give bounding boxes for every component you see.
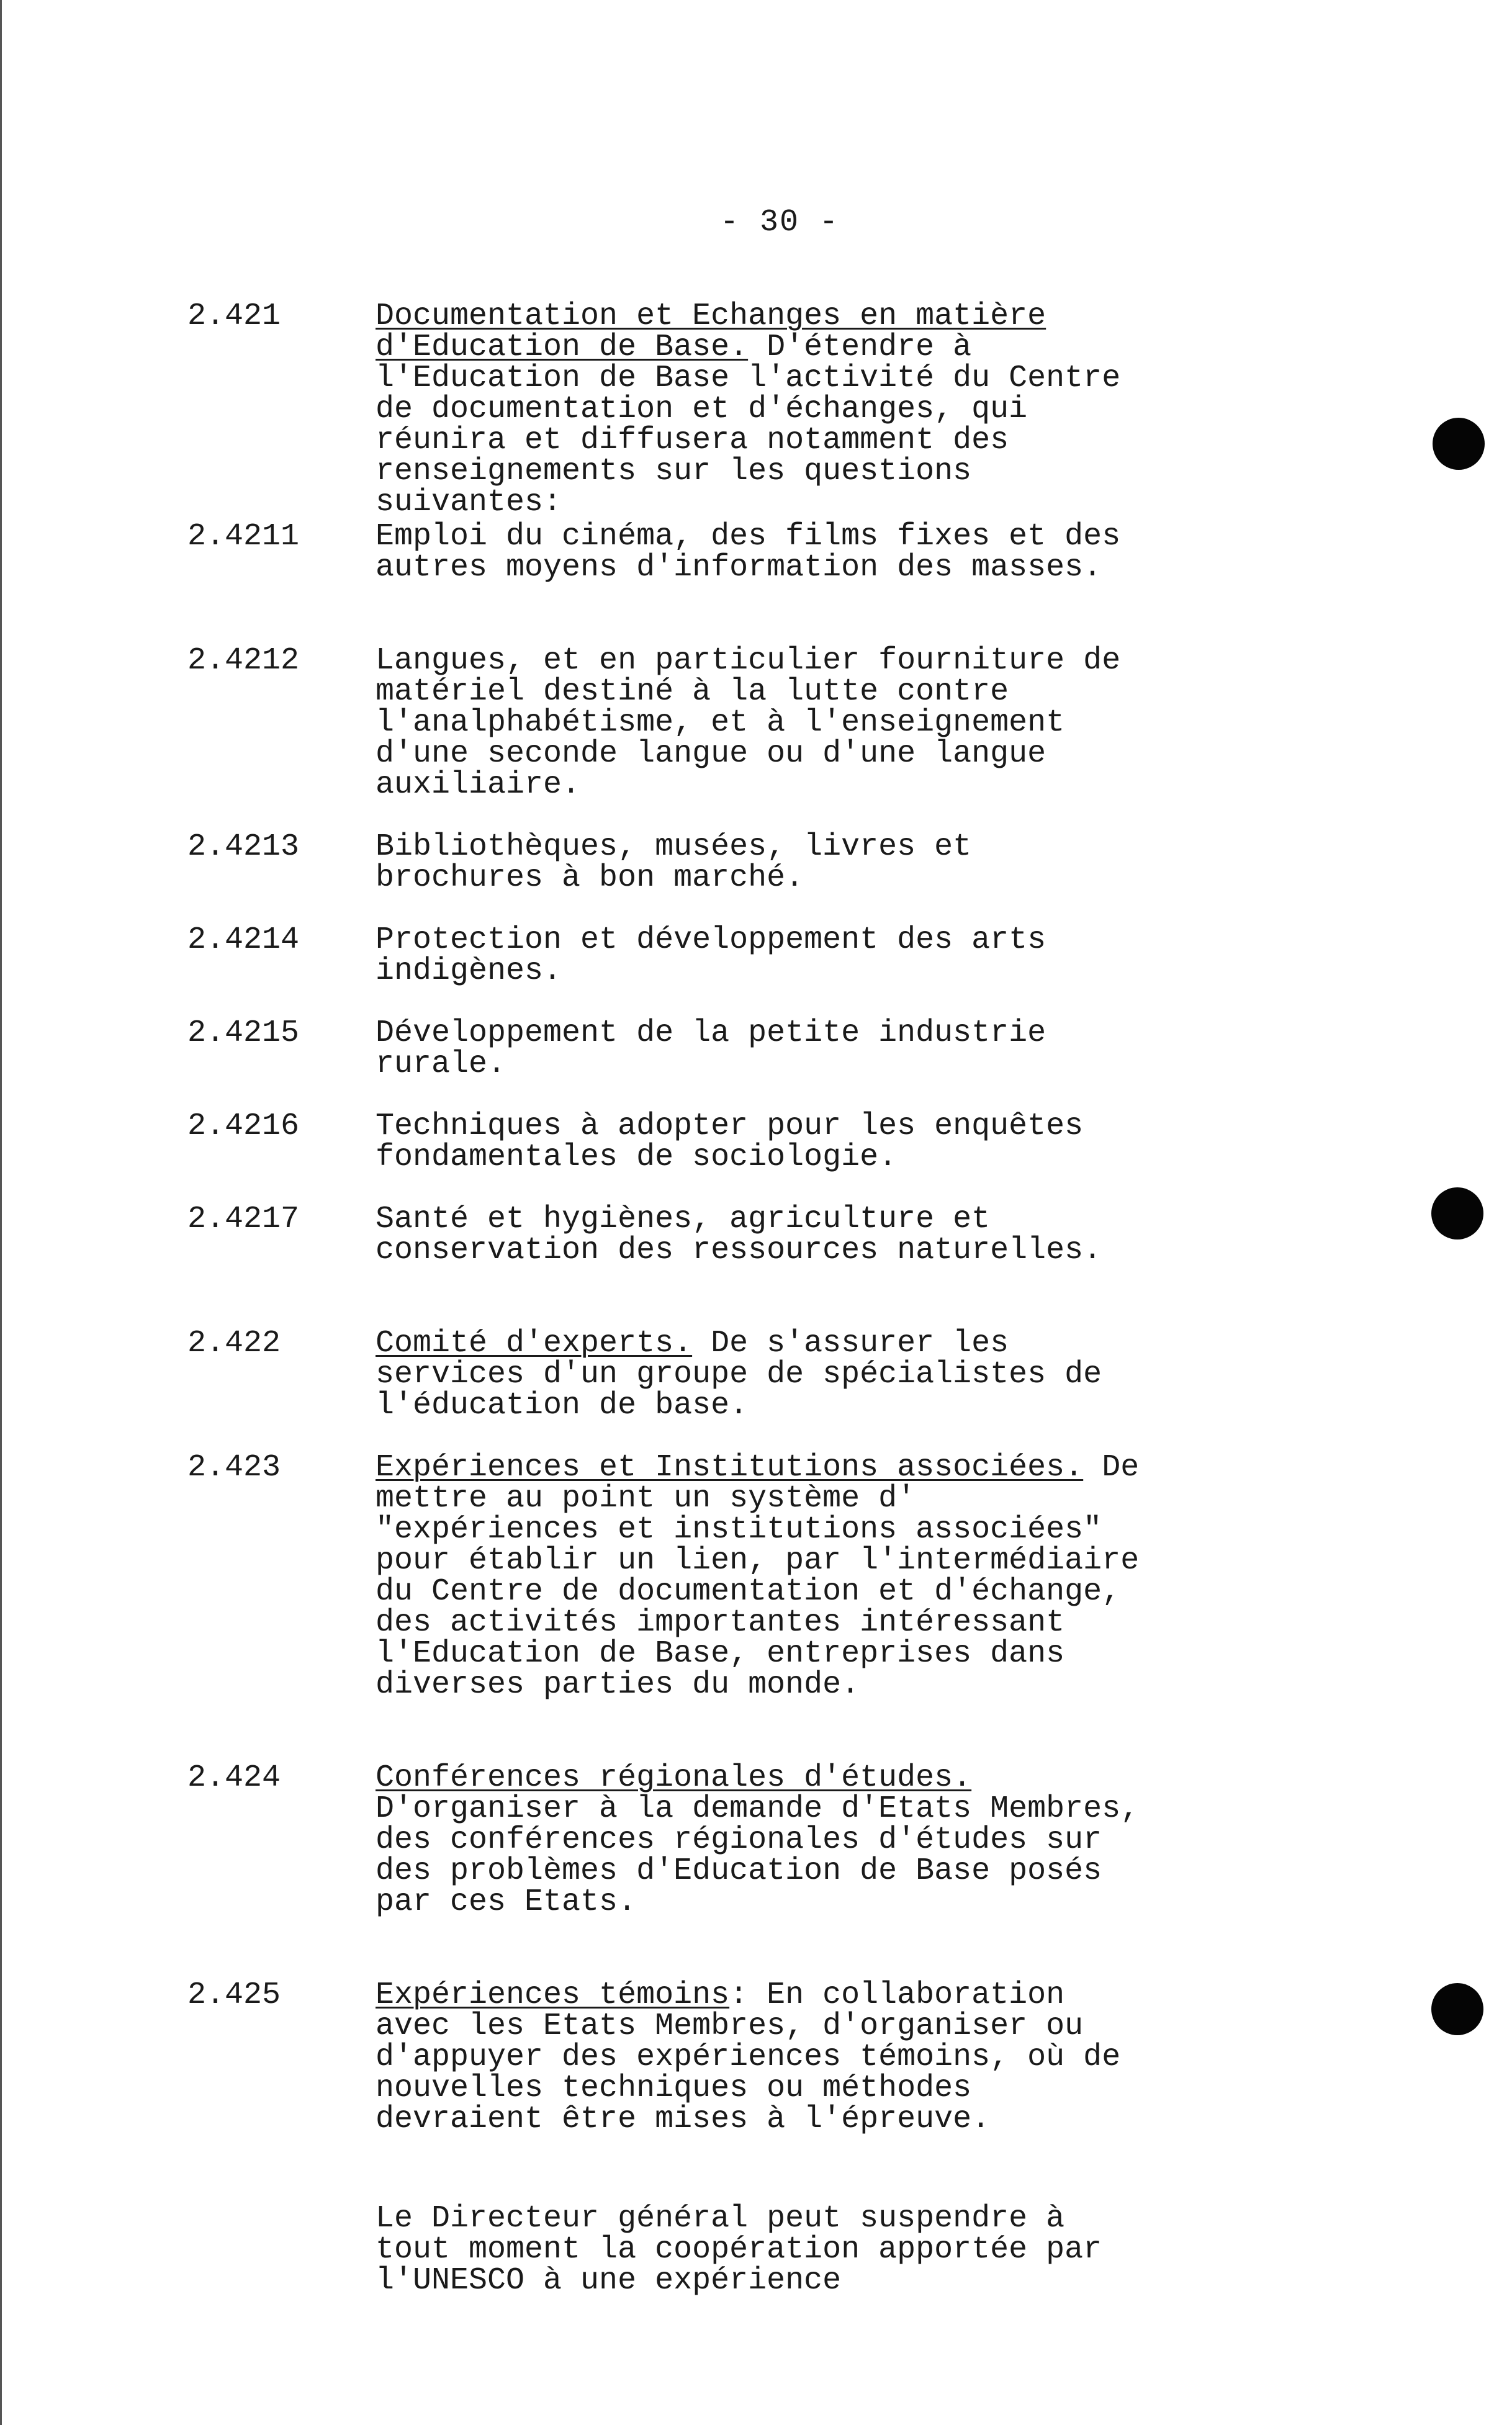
page-left-edge (0, 0, 2, 2425)
section-text (376, 1760, 1145, 1920)
section-number: 2.423 (187, 1450, 281, 1485)
section-text (376, 1328, 1145, 1421)
section-body: Protection et développement des arts indigènes. (376, 922, 1046, 989)
punch-hole (1431, 1983, 1483, 2035)
section-text (376, 922, 1145, 989)
section-number: 2.422 (187, 1326, 281, 1361)
section-body: Le Directeur général peut suspendre à tout moment la coopération apportée par l'UNESCO à une expérience (376, 2201, 1102, 2298)
section-body: : En collaboration avec les Etats Membres, d'organiser ou d'appuyer des expériences témoins, où de nouvelles techniques ou méthodes devraient être mises à l'épreuve. (376, 1977, 1121, 2137)
section-text (376, 1111, 1145, 1173)
section-text (376, 1452, 1145, 1701)
section-body: Langues, et en particulier fourniture de matériel destiné à la lutte contre l'analphabétisme, et à l'enseignement d'une seconde langue ou d'une langue auxiliaire. (376, 643, 1121, 803)
section-body: Emploi du cinéma, des films fixes et des autres moyens d'information des masses. (376, 519, 1121, 585)
page-number: - 30 - (720, 205, 840, 240)
section-number: 2.4213 (187, 829, 300, 865)
section-heading: Comité d'experts. (376, 1326, 693, 1361)
section-number: 2.421 (187, 299, 281, 334)
closing-paragraph (376, 2203, 1145, 2297)
section-number: 2.424 (187, 1760, 281, 1796)
section-heading: Documentation et Echanges en matière d'Education de Base. (376, 299, 1046, 365)
section-number: 2.4212 (187, 643, 300, 678)
section-body: D'étendre à l'Education de Base l'activité du Centre de documentation et d'échanges, qui réunira et diffusera notamment des renseignements sur les questions suivantes: (376, 330, 1121, 520)
section-text (376, 643, 1145, 803)
section-number: 2.4215 (187, 1015, 300, 1051)
section-heading: Expériences et Institutions associées. (376, 1450, 1084, 1485)
section-body: De mettre au point un système d' "expériences et institutions associées" pour établir un lien, par l'intermédiaire du Centre de documentation et d'échange, des activités importantes intéressant l'Education de Base, entreprises dans diverses parties du monde. (376, 1450, 1140, 1703)
section-text (376, 1977, 1145, 2137)
section-body: D'organiser à la demande d'Etats Membres, des conférences régionales d'études sur des problèmes d'Education de Base posés par ces Etats. (376, 1791, 1140, 1920)
section-body: Développement de la petite industrie rurale. (376, 1015, 1046, 1082)
section-number: 2.4214 (187, 922, 300, 958)
punch-hole (1431, 1187, 1483, 1239)
section-number: 2.4217 (187, 1202, 300, 1237)
section-number: 2.4216 (187, 1109, 300, 1144)
section-heading: Expériences témoins (376, 1977, 730, 2013)
section-text (376, 1204, 1145, 1266)
section-text (376, 301, 1145, 518)
section-body: De s'assurer les services d'un groupe de spécialistes de l'éducation de base. (376, 1326, 1102, 1423)
punch-hole (1433, 418, 1485, 470)
section-heading: Conférences régionales d'études. (376, 1760, 972, 1796)
section-body: Techniques à adopter pour les enquêtes fondamentales de sociologie. (376, 1109, 1084, 1175)
section-number: 2.4211 (187, 519, 300, 554)
section-text (376, 1015, 1145, 1082)
section-body: Santé et hygiènes, agriculture et conservation des ressources naturelles. (376, 1202, 1102, 1268)
section-text (376, 829, 1145, 896)
section-number: 2.425 (187, 1977, 281, 2013)
section-text (376, 521, 1145, 583)
section-body: Bibliothèques, musées, livres et brochures à bon marché. (376, 829, 972, 896)
